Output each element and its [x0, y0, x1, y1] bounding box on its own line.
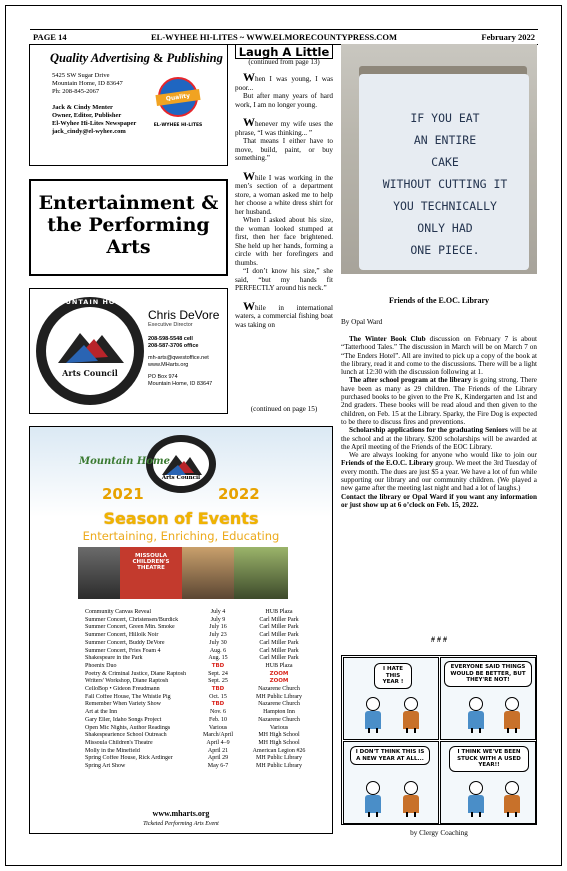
cake-sign-photo	[341, 44, 537, 274]
comic-panel-1	[343, 657, 439, 740]
arts-council-seal-icon	[36, 297, 144, 405]
qa-addr-line: 5425 SW Sugar Drive	[52, 72, 110, 79]
article-text: discussion on February 7 is about “Tatterhood Tales.” The discussion in March will be on March 7 on “The Enders Hotel”. All are invited to pick up a copy of the book at the library, read it and come to the discussions. There will be a light lunch at 12:30 with the discussion following at 1.	[341, 335, 537, 377]
article-p3	[341, 426, 537, 451]
event-row	[85, 671, 325, 679]
event-place: Carl Miller Park	[259, 647, 299, 654]
event-row	[85, 701, 325, 709]
event-row	[85, 632, 325, 640]
laugh-text: hile in international waters, a commercial fishing boat was taking on	[235, 303, 333, 329]
quality-badge-icon	[158, 77, 198, 117]
event-row	[85, 640, 325, 648]
seal-top-text: MOUNTAIN HOME	[51, 298, 129, 306]
article-body	[341, 335, 537, 509]
event-name: Fall Coffee House, The Whistle Pig	[85, 693, 171, 700]
speech-bubble: I HATE THIS YEAR !	[374, 663, 412, 689]
event-place: ZOOM	[269, 670, 289, 677]
event-row	[85, 763, 325, 771]
event-place: MH Public Library	[256, 755, 302, 762]
sign-line: YOU TECHNICALLY	[393, 199, 497, 213]
contact-email: mh-arts@qwestoffice.net	[148, 355, 209, 361]
photo-cast	[182, 547, 234, 599]
issue-date: February 2022	[481, 32, 535, 42]
entertainment-heading-box	[29, 179, 228, 276]
event-date: TBD	[211, 686, 225, 693]
event-place: MH High School	[258, 739, 300, 746]
event-date: July 4	[210, 609, 226, 615]
event-name: Art at the Inn	[85, 709, 118, 716]
drop-cap: W	[243, 298, 255, 313]
contact-role: Executive Director	[148, 322, 193, 328]
laugh-text: henever my wife uses the phrase, “I was thinking... ”	[235, 120, 333, 137]
sign-line: IF YOU EAT	[410, 111, 480, 125]
event-date: Various	[208, 724, 228, 731]
event-place: Carl Miller Park	[259, 616, 299, 623]
laugh-p1	[235, 70, 333, 92]
year-end: 2022	[218, 485, 260, 503]
event-date: April 29	[207, 755, 229, 762]
event-row	[85, 617, 325, 625]
season-of-events-poster[interactable]	[29, 426, 333, 834]
event-date: May 6-7	[207, 763, 229, 770]
lead-bold: Friends of the E.O.C. Library	[341, 459, 434, 468]
event-place: MH Public Library	[256, 763, 302, 770]
laugh-text: hen I was young, I was poor...	[235, 75, 333, 92]
event-name: Molly in the Minefield	[85, 747, 140, 754]
ticket-note: Ticketed Performing Arts Event	[143, 821, 219, 827]
qa-title-a: Quality Advertising	[50, 51, 150, 65]
qa-title	[50, 51, 223, 66]
laugh-p3	[235, 115, 333, 137]
event-name: Summer Concert, Buddy DeVore	[85, 639, 165, 646]
boy-figure	[503, 781, 521, 817]
event-place: MH High School	[258, 732, 300, 739]
event-row	[85, 748, 325, 756]
event-date: July 9	[210, 616, 226, 623]
event-date: Aug. 6	[209, 647, 227, 654]
contact-mail	[148, 374, 212, 388]
laugh-p7: “I don’t know his size,” she said, “but my hands fit PERFECTLY around his neck.”	[235, 267, 333, 292]
sign-line: CAKE	[431, 155, 459, 169]
event-row	[85, 648, 325, 656]
event-name: Shakespearience School Outreach	[85, 732, 167, 739]
event-row	[85, 717, 325, 725]
badge-text: Quality	[155, 89, 200, 106]
event-date: July 30	[209, 639, 227, 646]
article-text: will be at the school and at the library. $200 scholarships will be awarded at the April meeting of the Friends of the EOC Library.	[341, 426, 537, 451]
event-place: ZOOM	[269, 678, 289, 685]
lucy-figure	[467, 781, 485, 817]
event-row	[85, 740, 325, 748]
event-date: TBD	[211, 701, 225, 708]
event-date: Aug. 15	[208, 655, 228, 662]
comic-strip	[341, 655, 537, 825]
lucy-figure	[364, 697, 382, 733]
lead-bold: The after school program at the library	[349, 376, 472, 385]
qa-amp: &	[149, 51, 167, 65]
event-name: Writers' Workshop, Diane Raptosh	[85, 678, 169, 685]
event-date: March/April	[203, 732, 233, 739]
event-place: Carl Miller Park	[259, 655, 299, 662]
event-place: Carl Miller Park	[259, 632, 299, 639]
ent-line2: the Performing	[47, 214, 210, 236]
lead-bold: The Winter Book Club	[349, 335, 426, 343]
poster-seal-text: Arts Council	[161, 475, 201, 481]
event-row	[85, 663, 325, 671]
boy-figure	[503, 697, 521, 733]
year-start: 2021	[102, 485, 144, 503]
event-name: Shakespeare in the Park	[85, 655, 143, 662]
sign-text	[367, 107, 523, 261]
event-date: July 16	[209, 624, 227, 631]
event-date: Nov. 6	[210, 709, 226, 716]
article-title: Friends of the E.OC. Library	[389, 296, 489, 305]
event-place: Hampton Inn	[263, 709, 295, 716]
event-date: April 21	[207, 747, 229, 754]
event-name: Spring Art Show	[85, 763, 126, 770]
laugh-text: hile I was working in the men’s section of a department store, a woman asked me to help her choose a white dress shirt for her husband.	[235, 173, 333, 216]
comic-panel-3	[343, 741, 439, 824]
speech-bubble: I DON'T THINK THIS IS A NEW YEAR AT ALL...	[350, 746, 430, 765]
phone-office: 208-587-3706 office	[148, 343, 199, 349]
event-date: April 4–9	[206, 739, 230, 746]
event-name: Summer Concert, Hillolk Noir	[85, 632, 159, 639]
event-name: Community Canvas Reveal	[85, 609, 151, 615]
article-p1	[341, 335, 537, 376]
lead-bold: Scholarship applications for the graduating Seniors	[349, 426, 508, 435]
event-row	[85, 694, 325, 702]
boy-figure	[402, 781, 420, 817]
article-text: group. We meet the 3rd Tuesday of every month. The dues are just $5 a year. We have a lot of fun while supporting our library and our community children. (We played a new game after the meeting last night and had a lot of laughs.)	[341, 459, 537, 493]
event-name: Summer Concert, Fries Foam 4	[85, 647, 161, 654]
event-row	[85, 725, 325, 733]
event-name: CelloBop • Gideon Freudmann	[85, 686, 160, 693]
event-name: Open Mic Nights, Author Readings	[85, 724, 171, 731]
event-row	[85, 678, 325, 686]
event-row	[85, 709, 325, 717]
laugh-p6: When I asked about his size, the woman looked stumped at first, then her face brightened. She held up her hands, forming a circle with her forefingers and thumbs.	[235, 216, 333, 267]
article-p4	[341, 451, 537, 492]
event-row	[85, 686, 325, 694]
contact-po: PO Box 974	[148, 374, 178, 380]
contact-city: Mountain Home, ID 83647	[148, 381, 213, 387]
laugh-p5	[235, 168, 333, 217]
event-place: Nazarene Church	[258, 716, 300, 723]
event-name: Remember When Variety Show	[85, 701, 161, 708]
drop-cap: W	[243, 115, 255, 129]
event-place: Nazarene Church	[258, 701, 300, 708]
event-row	[85, 609, 325, 617]
contact-name: Chris DeVore	[148, 308, 220, 322]
event-place: HUB Plaza	[265, 662, 293, 669]
event-place: HUB Plaza	[265, 609, 293, 615]
event-name: Summer Concert, Christensen/Burdick	[85, 616, 179, 623]
laugh-subtitle: (continued from page 13)	[248, 58, 320, 66]
laugh-p4: That means I either have to move, build, paint, or buy something.”	[235, 137, 333, 162]
event-name: Poetry & Criminal Justice, Diane Raptosh	[85, 670, 186, 677]
laugh-title: Laugh A Little	[235, 44, 333, 59]
quality-advertising-ad[interactable]	[29, 44, 228, 166]
entertainment-heading	[31, 181, 226, 258]
poster-title: Season of Events	[103, 509, 259, 528]
sign-line: AN ENTIRE	[413, 133, 477, 147]
photo-missoula: MISSOULA CHILDREN'S THEATRE	[120, 547, 182, 599]
event-name: Phoenix Duo	[85, 662, 117, 669]
badge-caption: EL-WYHEE HI-LITES	[153, 123, 203, 128]
qa-addr-line: Ph: 208-845-2067	[52, 88, 100, 95]
event-name: Spring Coffee House, Rick Ardinger	[85, 755, 173, 762]
event-place: Carl Miller Park	[259, 639, 299, 646]
laugh-p8	[235, 298, 333, 330]
qa-address	[52, 72, 123, 96]
poster-org-name: Mountain Home	[79, 456, 170, 467]
ent-line3: Arts	[106, 236, 151, 258]
qa-title-b: Publishing	[166, 51, 223, 65]
page-header	[30, 29, 538, 45]
event-name: Missoula Children's Theatre	[85, 739, 153, 746]
qa-owner-block	[52, 104, 136, 136]
events-list	[85, 609, 325, 771]
event-date: TBD	[211, 662, 225, 669]
comic-panel-2	[440, 657, 536, 740]
article-text: is going strong. There have been as many as 29 children. The Friends of the Library purchased books to be given to the Pre K, Kindergarten and 1st and 2nd graders. These books will be read aloud and then given to the children, on Feb. 15 at the Library. Sparky, the Fire Dog is expected to be there to discuss fires and preventions.	[341, 376, 537, 426]
phone-cell: 208-598-5548 cell	[148, 336, 193, 342]
event-place: Carl Miller Park	[259, 624, 299, 631]
contact-website: www.MHarts.org	[148, 362, 189, 368]
event-place: Nazarene Church	[258, 686, 300, 693]
mountain-icon	[36, 297, 144, 405]
ent-line1: Entertainment &	[38, 192, 219, 214]
qa-addr-line: Mountain Home, ID 83647	[52, 80, 123, 87]
photo-performer	[78, 547, 120, 599]
closing-bold: Contact the library or Opal Ward if you want any information or just show up at 6 o’clock on Feb. 15, 2022.	[341, 492, 537, 509]
article-p5	[341, 493, 537, 510]
comic-panel-4	[440, 741, 536, 824]
article-text: We are always looking for anyone who would like to join our	[349, 451, 537, 460]
event-date: Feb. 10	[209, 716, 227, 723]
event-name: Gary Eller, Idaho Songs Project	[85, 716, 162, 723]
event-row	[85, 755, 325, 763]
laugh-continued: (continued on page 15)	[250, 405, 318, 413]
sign-line: ONE PIECE.	[410, 243, 480, 257]
end-mark: # # #	[431, 635, 447, 644]
event-row	[85, 624, 325, 632]
event-row	[85, 655, 325, 663]
event-date: Sept. 24	[208, 670, 228, 677]
page-number: PAGE 14	[33, 32, 67, 42]
event-row	[85, 732, 325, 740]
poster-photo-strip	[78, 547, 288, 599]
seal-bottom-text: Arts Council	[62, 368, 118, 378]
speech-bubble: I THINK WE'VE BEEN STUCK WITH A USED YEAR!!	[449, 746, 529, 772]
qa-owners: Jack & Cindy Menter	[52, 104, 113, 111]
contact-web	[148, 355, 209, 369]
article-p2	[341, 376, 537, 426]
poster-url[interactable]: www.mharts.org	[152, 809, 210, 818]
event-place: MH Public Library	[256, 693, 302, 700]
laugh-p2: But after many years of hard work, I am no longer young.	[235, 92, 333, 109]
qa-role1: Owner, Editor, Publisher	[52, 112, 122, 119]
event-place: Various	[269, 724, 289, 731]
boy-figure	[402, 697, 420, 733]
drop-cap: W	[243, 70, 255, 84]
event-date: Oct. 15	[209, 693, 227, 700]
sign-line: ONLY HAD	[417, 221, 473, 235]
sign-line: WITHOUT CUTTING IT	[382, 177, 508, 191]
photo-musician	[234, 547, 288, 599]
masthead: EL-WYHEE HI-LITES ~ WWW.ELMORECOUNTYPRESS.COM	[151, 32, 398, 42]
event-date: Sept. 25	[208, 678, 228, 685]
qa-email: jack_cindy@el-wyhee.com	[52, 128, 126, 135]
event-date: July 23	[209, 632, 227, 639]
arts-council-card[interactable]	[29, 288, 228, 414]
speech-bubble: EVERYONE SAID THINGS WOULD BE BETTER, BUT THEY'RE NOT!	[444, 661, 532, 687]
event-name: Summer Concert, Green Mtn. Smoke	[85, 624, 175, 631]
drop-cap: W	[243, 168, 255, 183]
contact-phones	[148, 336, 198, 350]
comic-credit: by Clergy Coaching	[410, 829, 468, 837]
lucy-figure	[467, 697, 485, 733]
event-place: American Legion #26	[252, 747, 306, 754]
poster-tagline: Entertaining, Enriching, Educating	[82, 529, 280, 543]
lucy-figure	[364, 781, 382, 817]
article-byline: By Opal Ward	[341, 318, 383, 326]
laugh-column	[235, 70, 333, 329]
qa-role2: El-Wyhee Hi-Lites Newspaper	[52, 120, 137, 127]
